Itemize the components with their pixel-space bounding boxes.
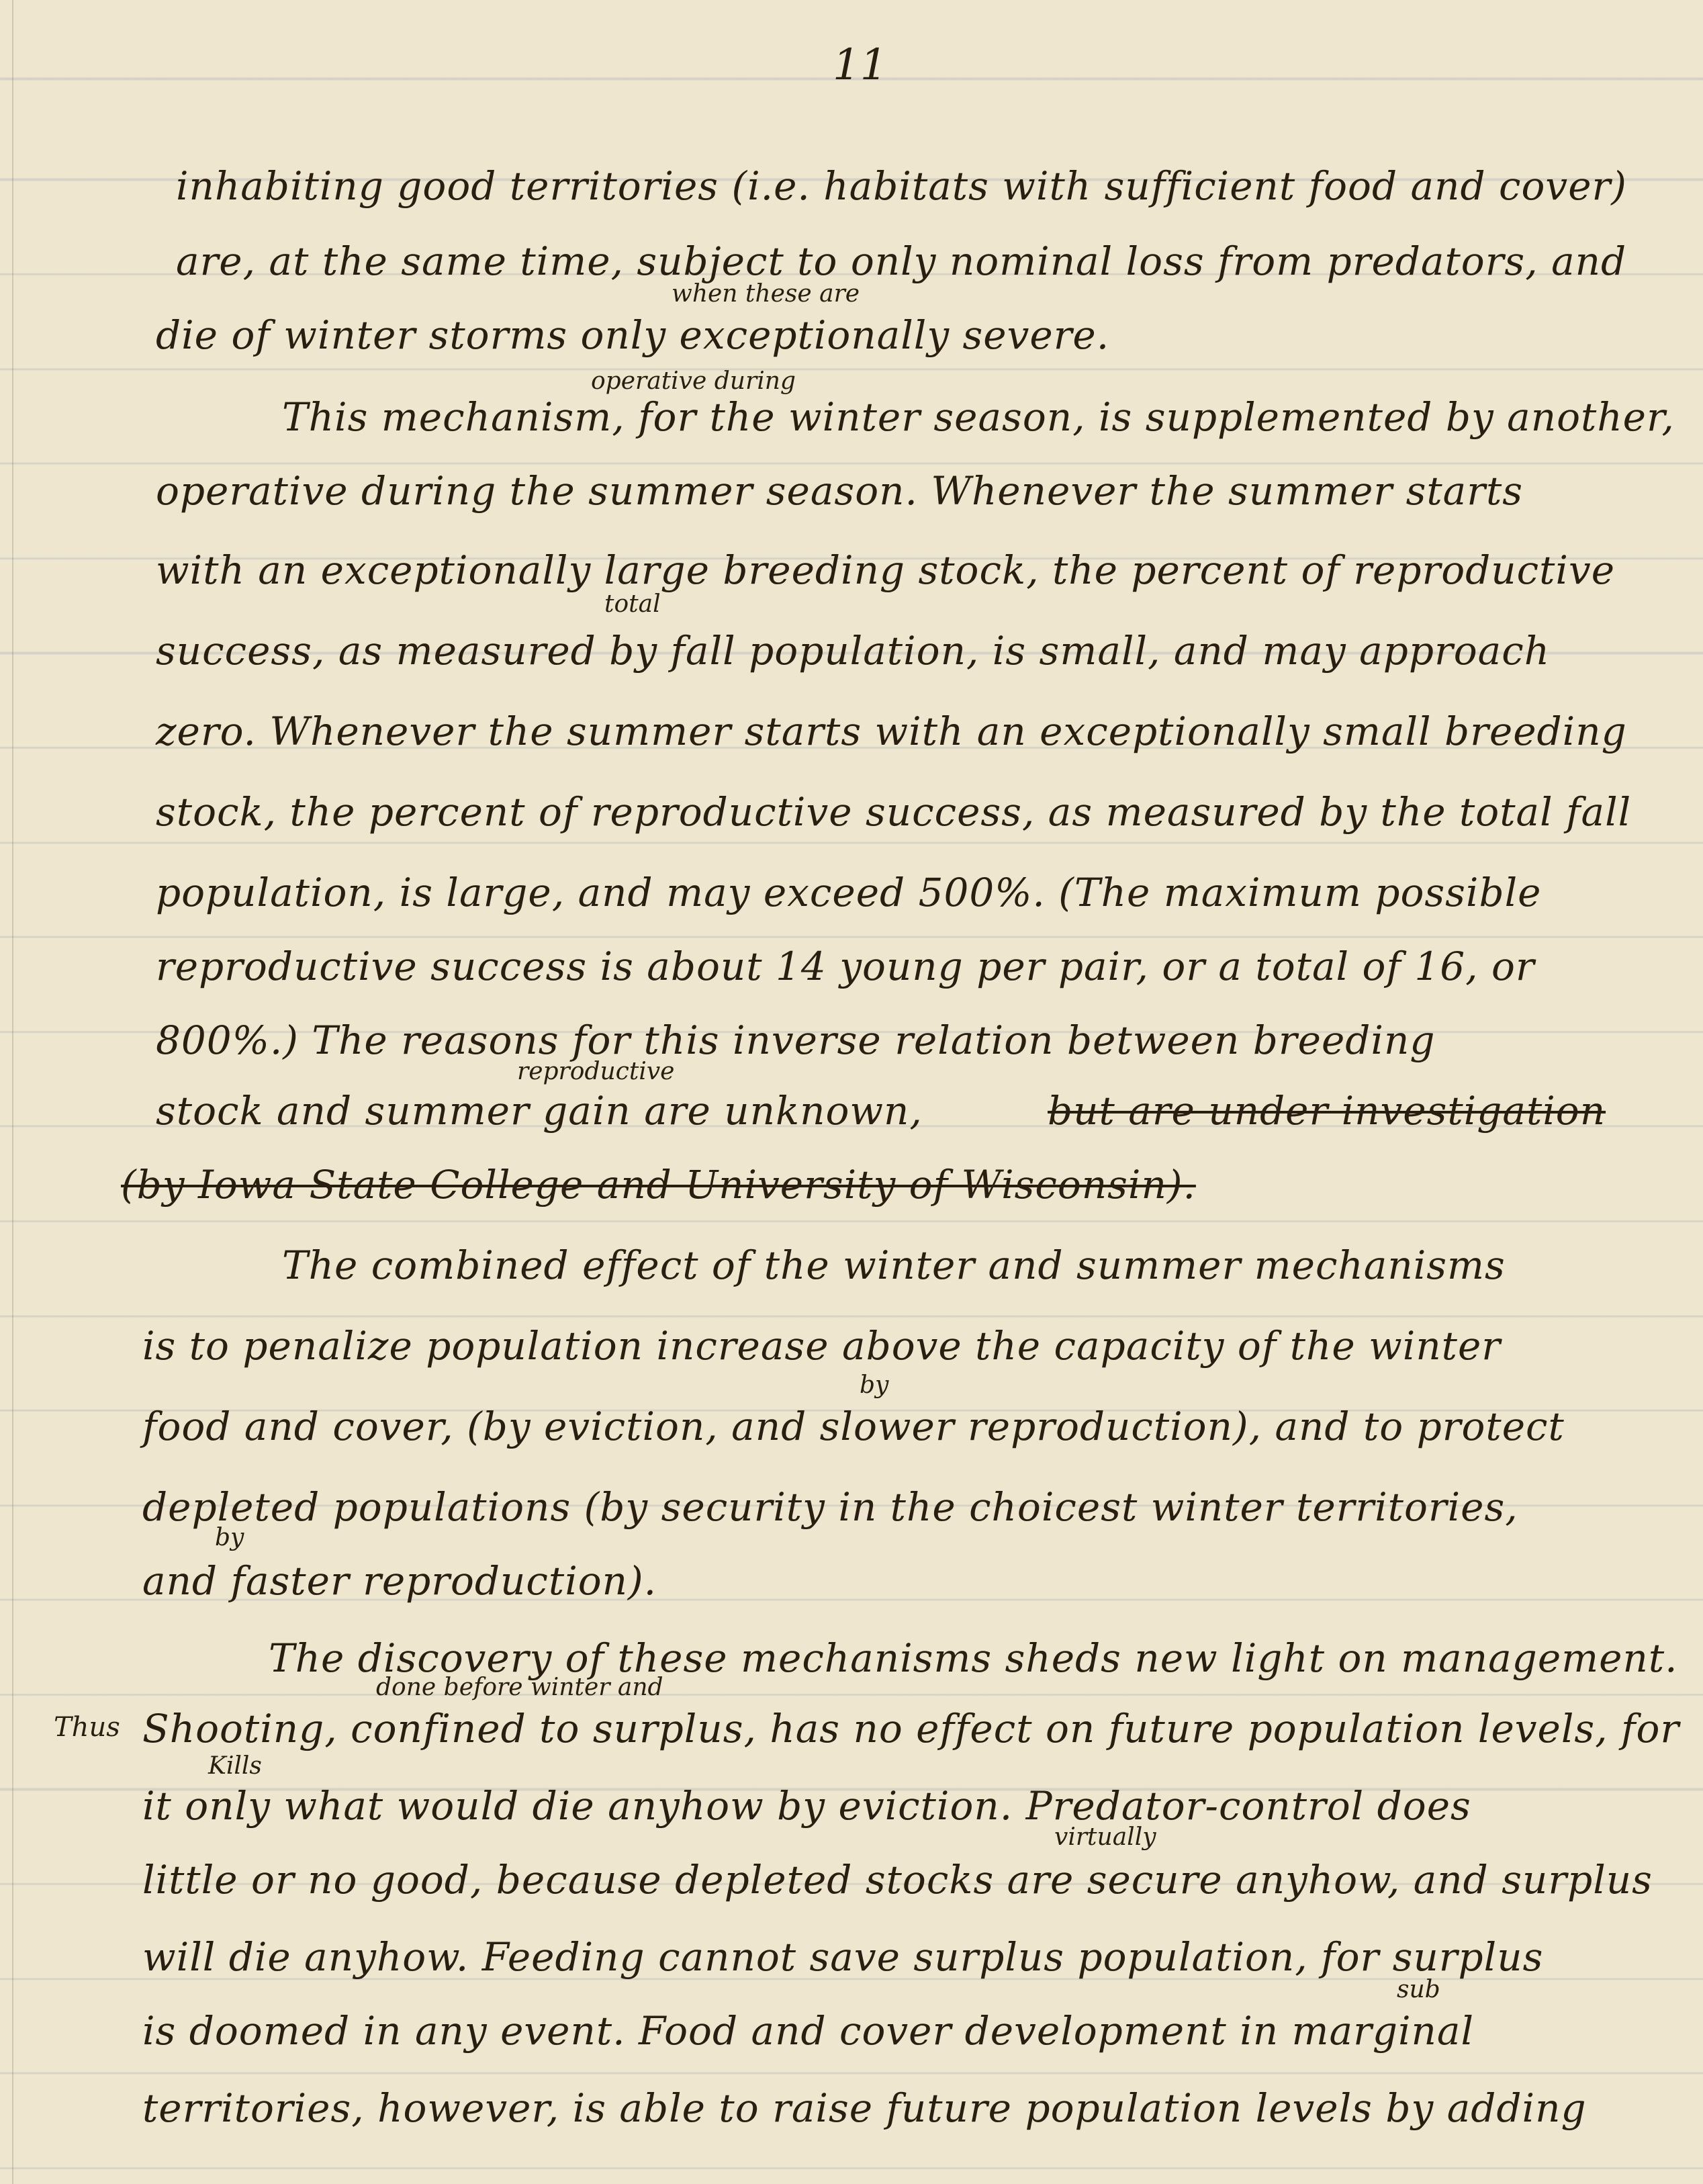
text-line: The discovery of these mechanisms sheds new light on management.	[269, 1635, 1678, 1681]
text-line: depleted populations (by security in the choicest winter territories,	[142, 1484, 1518, 1530]
struck-text: (by Iowa State College and University of Wisconsin).	[121, 1162, 1196, 1208]
margin-note: Thus	[54, 1712, 120, 1743]
inserted-word: virtually	[1054, 1823, 1156, 1851]
text-line: population, is large, and may exceed 500%. (The maximum possible	[156, 870, 1542, 915]
inserted-word: by	[215, 1524, 244, 1551]
inserted-word: by	[860, 1371, 889, 1399]
inserted-word: Kills	[208, 1752, 262, 1780]
inserted-word: operative during	[591, 367, 796, 395]
text-line: little or no good, because depleted stocks are secure anyhow, and surplus	[142, 1857, 1653, 1903]
text-line: The combined effect of the winter and summer mechanisms	[282, 1242, 1506, 1288]
text-line: operative during the summer season. Whenever the summer starts	[156, 468, 1524, 514]
inserted-word: total	[604, 590, 661, 618]
text-line: success, as measured by fall population, is small, and may approach	[156, 628, 1551, 674]
text-line: zero. Whenever the summer starts with an exceptionally small breeding	[156, 709, 1627, 754]
text-line: is doomed in any event. Food and cover development in marginal	[142, 2008, 1475, 2054]
text-line: 800%.) The reasons for this inverse relation between breeding	[156, 1017, 1436, 1063]
inserted-word: reproductive	[517, 1058, 675, 1085]
text-line: and faster reproduction).	[142, 1558, 657, 1604]
text-line: with an exceptionally large breeding stock, the percent of reproductive	[156, 547, 1616, 593]
page-number: 11	[833, 40, 888, 90]
text-line: stock, the percent of reproductive success, as measured by the total fall	[156, 789, 1632, 835]
margin-rule	[12, 0, 13, 2184]
inserted-word: done before winter and	[376, 1674, 663, 1701]
inserted-word: sub	[1397, 1976, 1440, 2003]
struck-text: but are under investigation	[1048, 1088, 1606, 1134]
text-line: die of winter storms only exceptionally severe.	[156, 312, 1110, 358]
text-line: Shooting, confined to surplus, has no effect on future population levels, for	[142, 1706, 1680, 1751]
text-line: will die anyhow. Feeding cannot save surplus population, for surplus	[142, 1934, 1544, 1980]
text-line: it only what would die anyhow by eviction. Predator-control does	[142, 1783, 1471, 1829]
text-line: reproductive success is about 14 young per pair, or a total of 16, or	[156, 944, 1535, 989]
text-line: This mechanism, for the winter season, is supplemented by another,	[282, 394, 1675, 440]
text-line: food and cover, (by eviction, and slower reproduction), and to protect	[142, 1404, 1565, 1449]
text-line: are, at the same time, subject to only nominal loss from predators, and	[176, 238, 1627, 284]
text-line: stock and summer gain are unknown,	[156, 1088, 923, 1134]
text-line: inhabiting good territories (i.e. habitats with sufficient food and cover)	[176, 163, 1627, 209]
text-line: is to penalize population increase above the capacity of the winter	[142, 1323, 1502, 1369]
inserted-word: when these are	[672, 280, 860, 308]
text-line: territories, however, is able to raise future population levels by adding	[142, 2085, 1587, 2131]
